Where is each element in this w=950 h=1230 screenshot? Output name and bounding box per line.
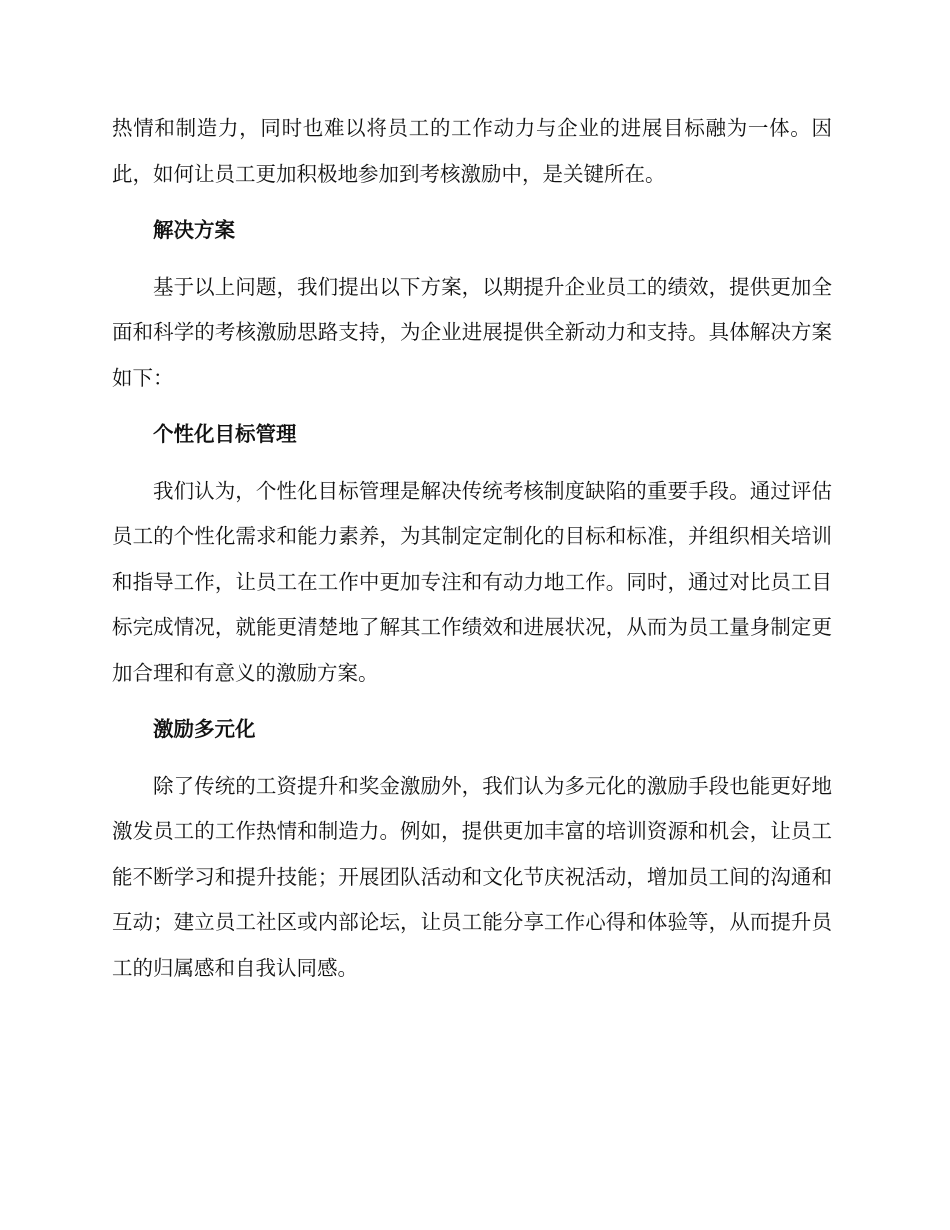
paragraph-diversified-incentives: 除了传统的工资提升和奖金激励外，我们认为多元化的激励手段也能更好地激发员工的工作热情和制造力。例如，提供更加丰富的培训资源和机会，让员工能不断学习和提升技能；开展团队活动和文化节庆祝活动，增加员工间的沟通和互动；建立员工社区或内部论坛，让员工能分享工作心得和体验等，从而提升员工的归属感和自我认同感。 [112,773,832,980]
paragraph-continuation: 热情和制造力，同时也难以将员工的工作动力与企业的进展目标融为一体。因此，如何让员工更加积极地参加到考核激励中，是关键所在。 [112,116,832,186]
paragraph-personalized-goals: 我们认为，个性化目标管理是解决传统考核制度缺陷的重要手段。通过评估员工的个性化需求和能力素养，为其制定定制化的目标和标准，并组织相关培训和指导工作，让员工在工作中更加专注和有动力地工作。同时，通过对比员工目标完成情况，就能更清楚地了解其工作绩效和进展状况，从而为员工量身制定更加合理和有意义的激励方案。 [112,478,832,685]
section-heading-personalized-goals: 个性化目标管理 [153,422,297,446]
section-heading-diversified-incentives: 激励多元化 [153,717,256,741]
document-body [112,106,832,991]
paragraph-solution-intro: 基于以上问题，我们提出以下方案，以期提升企业员工的绩效，提供更加全面和科学的考核激励思路支持，为企业进展提供全新动力和支持。具体解决方案如下： [112,274,832,390]
section-heading-solution: 解决方案 [153,218,235,242]
